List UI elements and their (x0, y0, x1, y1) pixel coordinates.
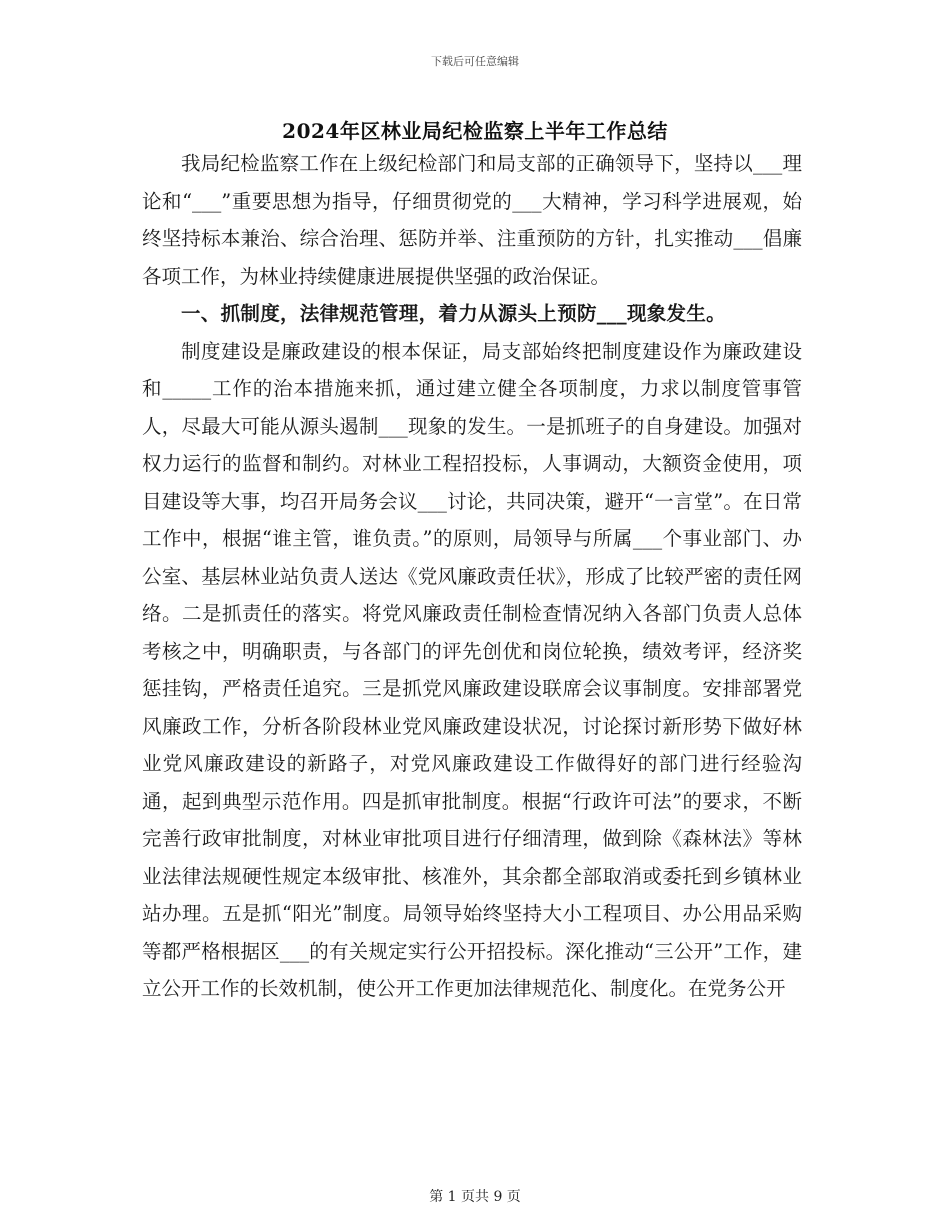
section-heading-1: 一、抓制度，法律规范管理，着力从源头上预防___现象发生。 (181, 302, 726, 325)
section-1-paragraph: 制度建设是廉政建设的根本保证，局支部始终把制度建设作为廉政建设和_____工作的治本措施来抓，通过建立健全各项制度，力求以制度管事管人，尽最大可能从源头遏制___现象的发生。一是抓班子的自身建设。加强对权力运行的监督和制约。对林业工程招投标，人事调动，大额资金使用，项目建设等大事，均召开局务会议___讨论，共同决策，避开“一言堂”。在日常工作中，根据“谁主管，谁负责。”的原则，局领导与所属___个事业部门、办公室、基层林业站负责人送达《党风廉政责任状》，形成了比较严密的责任网络。二是抓责任的落实。将党风廉政责任制检查情况纳入各部门负责人总体考核之中，明确职责，与各部门的评先创优和岗位轮换，绩效考评，经济奖惩挂钩，严格责任追究。三是抓党风廉政建设联席会议事制度。安排部署党风廉政工作，分析各阶段林业党风廉政建设状况，讨论探讨新形势下做好林业党风廉政建设的新路子，对党风廉政建设工作做得好的部门进行经验沟通，起到典型示范作用。四是抓审批制度。根据“行政许可法”的要求，不断完善行政审批制度，对林业审批项目进行仔细清理，做到除《森林法》等林业法律法规硬性规定本级审批、核准外，其余都全部取消或委托到乡镇林业站办理。五是抓“阳光”制度。局领导始终坚持大小工程项目、办公用品采购等都严格根据区___的有关规定实行公开招投标。深化推动“三公开”工作，建立公开工作的长效机制，使公开工作更加法律规范化、制度化。在党务公开 (142, 339, 802, 1000)
page-header-note: 下载后可任意编辑 (431, 55, 519, 68)
intro-paragraph: 我局纪检监察工作在上级纪检部门和局支部的正确领导下，坚持以___理论和“___”重要思想为指导，仔细贯彻党的___大精神，学习科学进展观，始终坚持标本兼治、综合治理、惩防并举、注重预防的方针，扎实推动___倡廉各项工作，为林业持续健康进展提供坚强的政治保证。 (142, 152, 802, 288)
document-title: 2024年区林业局纪检监察上半年工作总结 (282, 119, 668, 143)
page-number-footer: 第 1 页共 9 页 (429, 1189, 521, 1205)
document-body (142, 145, 802, 1008)
